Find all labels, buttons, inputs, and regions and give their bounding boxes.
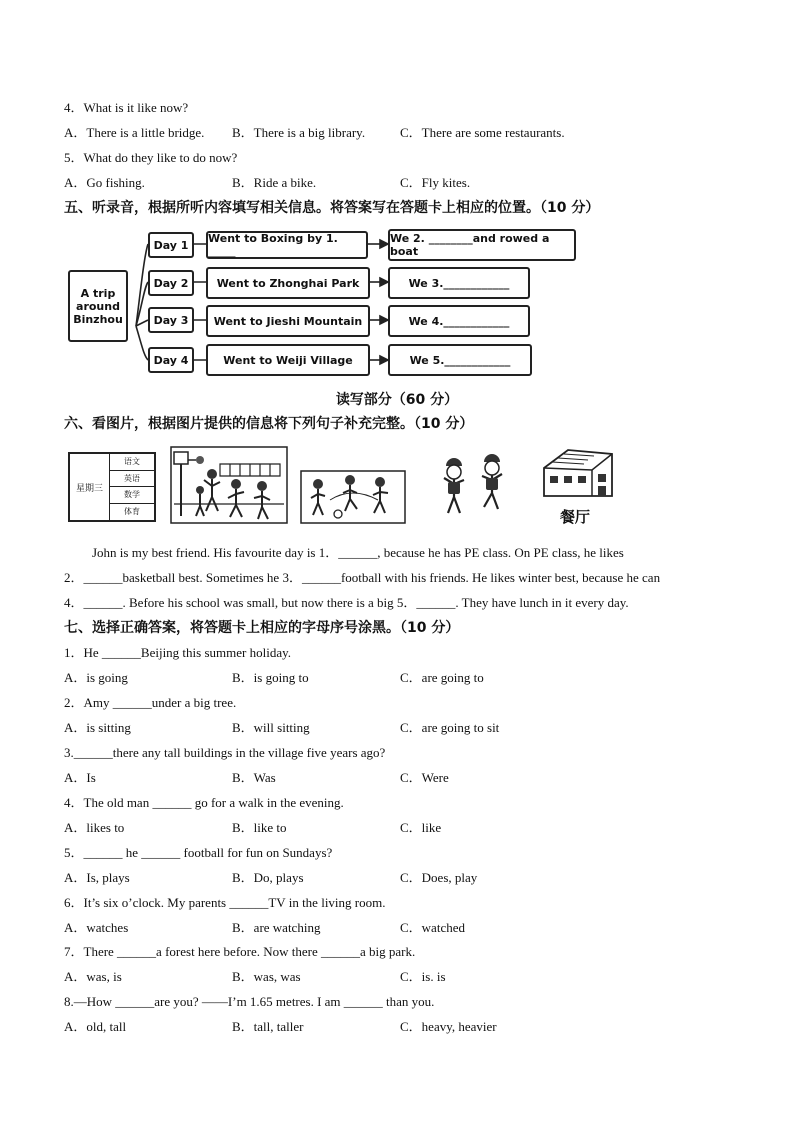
p7-q3-option-a: A．Is (64, 770, 96, 785)
p7-q6-option-a: A．watches (64, 920, 129, 935)
p7-q2-option-a: A．is sitting (64, 720, 131, 735)
p7-q1-option-a: A．is going (64, 670, 128, 685)
part5-heading: 五、听录音，根据所听内容填写相关信息。将答案写在答题卡上相应的位置。（10 分） (64, 200, 600, 216)
p7-q5-option-b: B．Do, plays (232, 870, 304, 885)
canteen-label: 餐厅 (560, 508, 591, 526)
day1-result: We 2. ________and rowed a boat (388, 229, 576, 261)
p7-q7-option-b: B．was, was (232, 969, 301, 984)
p7-q4-option-b: B．like to (232, 820, 287, 835)
day4-box: Day 4 (148, 347, 194, 373)
day1-activity: Went to Boxing by 1. _____ (206, 231, 368, 259)
trip-center-line-2: around (76, 299, 120, 313)
p7-q1-option-b: B．is going to (232, 670, 309, 685)
p7-q4-option-c: C．like (400, 820, 442, 835)
p7-q6-stem: 6．It’s six o’clock. My parents ______TV in the living room. (64, 895, 386, 910)
q4-stem: 4．What is it like now? (64, 100, 189, 115)
p7-q2-stem: 2．Amy ______under a big tree. (64, 695, 237, 710)
q4-option-b: B．There is a big library. (232, 125, 366, 140)
football-picture (300, 470, 406, 524)
timetable-subject-2: 英语 (110, 471, 154, 488)
p7-q7-option-c: C．is. is (400, 969, 446, 984)
p7-q5-stem: 5．______ he ______ football for fun on Sundays? (64, 845, 333, 860)
p7-q2-option-c: C．are going to sit (400, 720, 500, 735)
p7-q7-option-a: A．was, is (64, 969, 122, 984)
p7-q7-stem: 7．There ______a forest here before. Now there ______a big park. (64, 944, 416, 959)
p7-q5-option-c: C．Does, play (400, 870, 478, 885)
timetable-subject-3: 数学 (110, 487, 154, 504)
winter-children-picture (432, 452, 520, 522)
day2-box: Day 2 (148, 270, 194, 296)
basketball-picture (170, 446, 288, 524)
p7-q1-stem: 1．He ______Beijing this summer holiday. (64, 645, 291, 660)
part6-line-2: 2．______basketball best. Sometimes he 3．______football with his friends. He likes winter best, because he can (64, 570, 661, 585)
trip-center-line-3: Binzhou (73, 312, 123, 326)
timetable-subject-4: 体育 (124, 506, 140, 516)
p7-q8-stem: 8.—How ______are you? ——I’m 1.65 metres. I am ______ than you. (64, 994, 435, 1009)
day4-activity: Went to Weiji Village (206, 344, 370, 376)
p7-q2-option-b: B．will sitting (232, 720, 310, 735)
q4-option-c: C．There are some restaurants. (400, 125, 565, 140)
p7-q3-option-c: C．Were (400, 770, 449, 785)
p7-q6-option-b: B．are watching (232, 920, 321, 935)
day3-box: Day 3 (148, 307, 194, 333)
trip-center-line-1: A trip (80, 286, 116, 300)
part6-heading: 六、看图片，根据图片提供的信息将下列句子补充完整。（10 分） (64, 416, 474, 432)
timetable-day: 星期三 (70, 454, 110, 520)
q5-stem: 5．What do they like to do now? (64, 150, 238, 165)
day2-result: We 3.____________ (388, 267, 530, 299)
part6-line-3: 4．______. Before his school was small, but now there is a big 5．______. They have lunch in it every day. (64, 595, 629, 610)
p7-q3-stem: 3.______there any tall buildings in the village five years ago? (64, 745, 386, 760)
q5-option-a: A．Go fishing. (64, 175, 145, 190)
canteen-building-picture (538, 446, 618, 504)
q5-option-b: B．Ride a bike. (232, 175, 317, 190)
day4-result: We 5.____________ (388, 344, 532, 376)
p7-q4-stem: 4．The old man ______ go for a walk in the evening. (64, 795, 344, 810)
p7-q8-option-c: C．heavy, heavier (400, 1019, 497, 1034)
p7-q8-option-b: B．tall, taller (232, 1019, 304, 1034)
p7-q1-option-c: C．are going to (400, 670, 484, 685)
p7-q3-option-b: B．Was (232, 770, 276, 785)
p7-q4-option-a: A．likes to (64, 820, 125, 835)
day1-box: Day 1 (148, 232, 194, 258)
timetable (68, 452, 156, 522)
part6-line-1: John is my best friend. His favourite day is 1．______, because he has PE class. On PE class, he likes (92, 545, 624, 560)
trip-center-box (68, 270, 128, 342)
day3-activity: Went to Jieshi Mountain (206, 305, 370, 337)
timetable-subject-1: 语文 (110, 454, 154, 471)
part7-heading: 七、选择正确答案，将答题卡上相应的字母序号涂黑。（10 分） (64, 620, 460, 636)
q4-option-a: A．There is a little bridge. (64, 125, 205, 140)
section-title: 读写部分（60 分） (335, 392, 459, 408)
p7-q5-option-a: A．Is, plays (64, 870, 130, 885)
p7-q8-option-a: A．old, tall (64, 1019, 127, 1034)
day2-activity: Went to Zhonghai Park (206, 267, 370, 299)
day3-result: We 4.____________ (388, 305, 530, 337)
q5-option-c: C．Fly kites. (400, 175, 471, 190)
p7-q6-option-c: C．watched (400, 920, 465, 935)
